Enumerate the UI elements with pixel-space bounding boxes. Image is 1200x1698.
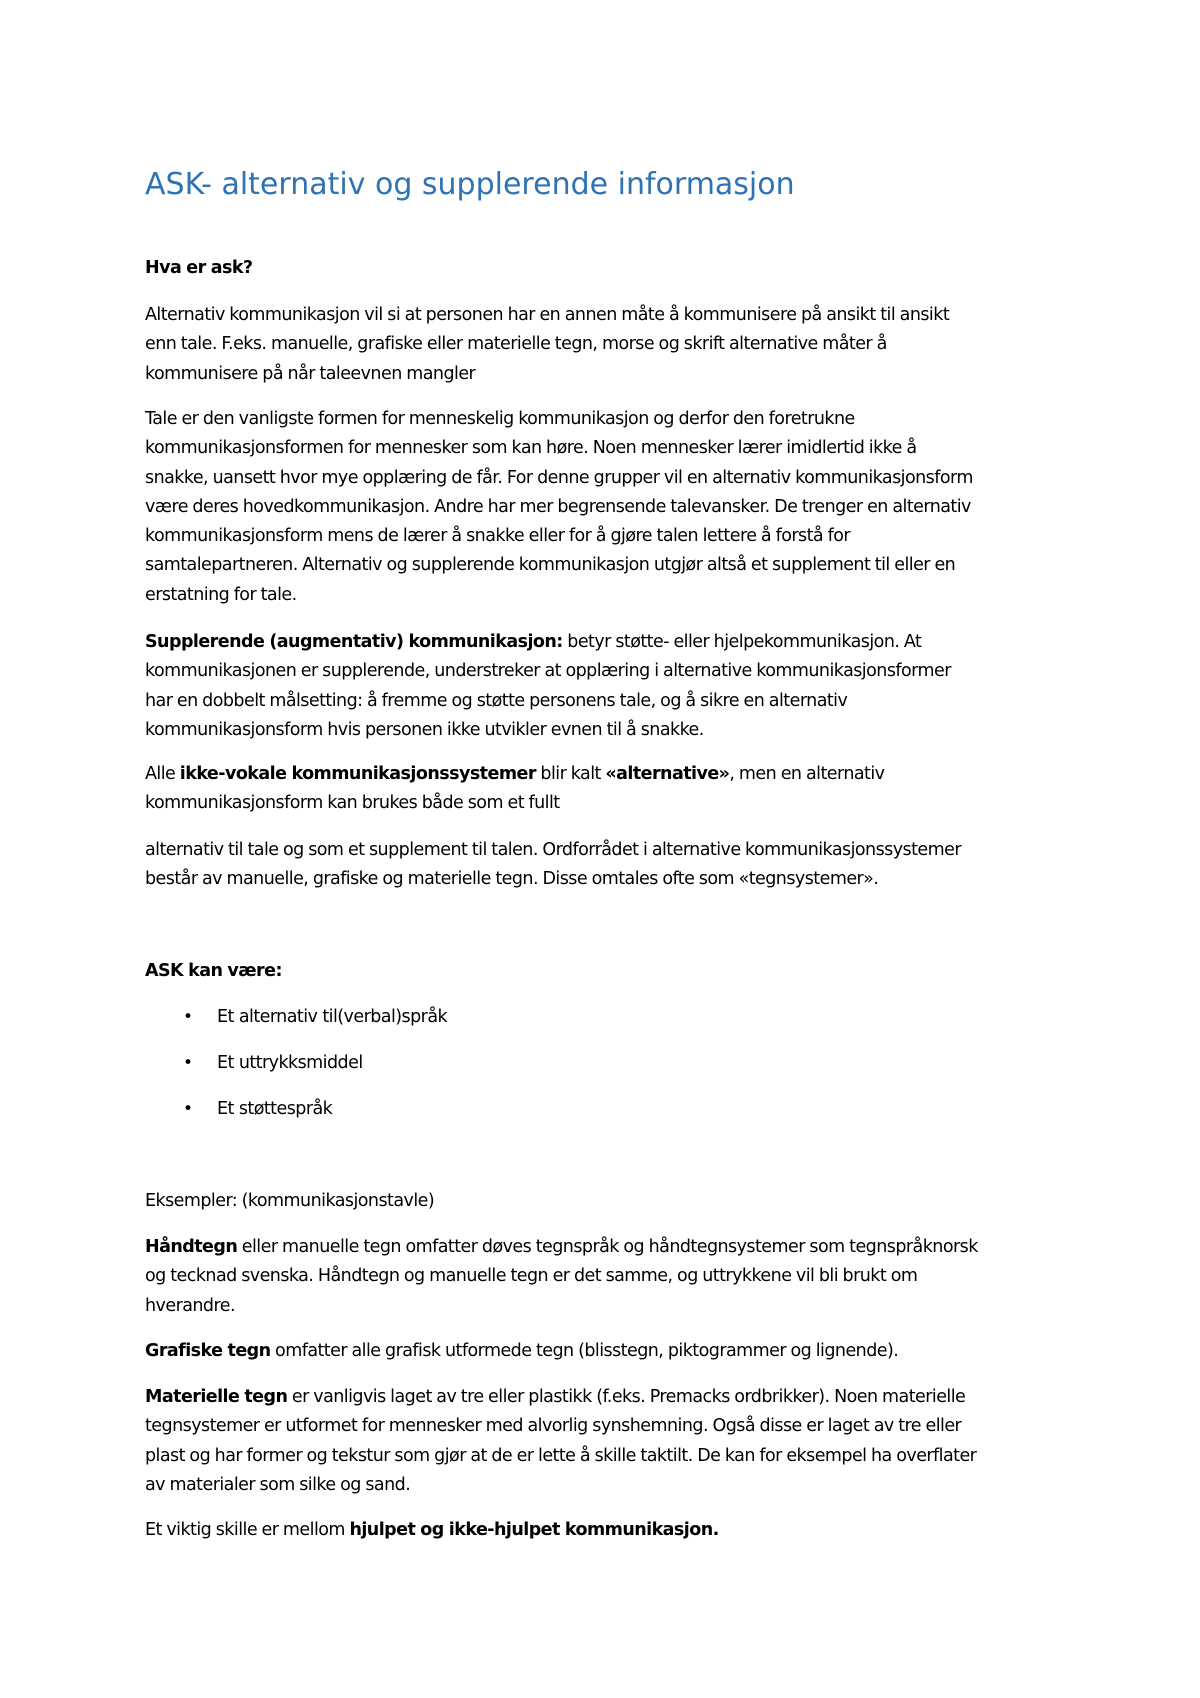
paragraph-line: kommunikasjonen er supplerende, understreker at opplæring i alternative kommunikasjonsformer [145,661,951,682]
paragraph-line: erstatning for tale. [145,584,297,605]
bold-term: ikke-vokale kommunikasjonssystemer [179,764,536,784]
paragraph-line: være deres hovedkommunikasjon. Andre har mer begrensende talevansker. De trenger en alternativ [145,496,971,517]
paragraph-line [145,1233,1065,1262]
document-title: ASK- alternativ og supplerende informasjon [145,167,795,202]
list-item [145,1049,1065,1095]
bold-term: hjulpet og ikke-hjulpet kommunikasjon. [349,1520,719,1540]
paragraph-line: plast og har former og tekstur som gjør at de er lette å skille taktilt. De kan for eksempel ha overflater [145,1445,977,1466]
paragraph-supplerende [145,628,1065,745]
paragraph-line: og tecknad svenska. Håndtegn og manuelle tegn er det samme, og uttrykkene vil bli brukt om [145,1266,918,1287]
paragraph-line: kommunisere på når taleevnen mangler [145,363,476,384]
paragraph-line [145,760,1065,789]
heading-text: Eksempler: (kommunikasjonstavle) [145,1191,435,1211]
list-item-text: Et uttrykksmiddel [217,1053,363,1073]
inline-text: Alle [145,764,180,784]
bullet-icon: • [183,1053,193,1073]
section-heading-eksempler [145,1187,1065,1216]
heading-text: Hva er ask? [145,258,253,278]
paragraph-line: kommunikasjonsformen for mennesker som kan høre. Noen mennesker lærer imidlertid ikke å [145,438,917,459]
bullet-icon: • [183,1099,193,1119]
paragraph-line: består av manuelle, grafiske og materielle tegn. Disse omtales ofte som «tegnsystemer». [145,869,879,890]
inline-text: , men en alternativ [729,764,885,784]
section-heading-hva-er-ask [145,254,1065,283]
paragraph-grafiske [145,1337,1065,1366]
bold-term: Supplerende (augmentativ) kommunikasjon: [145,632,563,652]
paragraph-line: har en dobbelt målsetting: å fremme og støtte personens tale, og å sikre en alternativ [145,690,848,711]
paragraph-line: snakke, uansett hvor mye opplæring de får. For denne grupper vil en alternativ kommunikasjonsform [145,467,973,488]
paragraph-line [145,1516,1065,1545]
paragraph-line: Alternativ kommunikasjon vil si at personen har en annen måte å kommunisere på ansikt til ansikt [145,305,950,325]
paragraph-line: samtalepartneren. Alternativ og supplerende kommunikasjon utgjør altså et supplement til eller en [145,555,956,576]
bold-term: Håndtegn [145,1237,238,1257]
paragraph-viktig-skille [145,1516,1065,1545]
paragraph-line [145,1337,1065,1366]
inline-text: blir kalt [535,764,606,784]
bold-term: Grafiske tegn [145,1341,271,1361]
bullet-icon: • [183,1007,193,1027]
inline-text: Et viktig skille er mellom [145,1520,350,1540]
paragraph-line: alternativ til tale og som et supplement til talen. Ordforrådet i alternative kommunikasjonssystemer [145,840,961,860]
paragraph-line: kommunikasjonsform mens de lærer å snakke eller for å gjøre talen lettere å forstå for [145,526,851,547]
paragraph-line: kommunikasjonsform kan brukes både som et fullt [145,793,560,814]
bullet-list [145,1003,1065,1141]
paragraph-line [145,1383,1065,1412]
list-item-text: Et støttespråk [217,1099,333,1119]
bold-term: «alternative» [605,764,730,784]
paragraph-line: tegnsystemer er utformet for mennesker med alvorlig synshemning. Også disse er laget av tre eller [145,1416,962,1437]
paragraph-line: hverandre. [145,1295,235,1316]
bold-term: Materielle tegn [145,1387,288,1407]
heading-text: ASK kan være: [145,961,282,981]
section-heading-ask-kan-vaere [145,957,1065,986]
list-item [145,1003,1065,1049]
paragraph-tale [145,405,1065,610]
list-item [145,1095,1065,1141]
list-item-text: Et alternativ til(verbal)språk [217,1007,448,1027]
paragraph-alternativ-kommunikasjon [145,301,1065,389]
inline-text: er vanligvis laget av tre eller plastikk (f.eks. Premacks ordbrikker). Noen materielle [287,1387,966,1407]
inline-text: betyr støtte- eller hjelpekommunikasjon. At [562,632,922,652]
paragraph-line: enn tale. F.eks. manuelle, grafiske eller materielle tegn, morse og skrift alternative måter å [145,334,887,355]
inline-text: eller manuelle tegn omfatter døves tegnspråk og håndtegnsystemer som tegnspråknorsk [237,1237,978,1257]
paragraph-line: Tale er den vanligste formen for menneskelig kommunikasjon og derfor den foretrukne [145,409,855,429]
inline-text: omfatter alle grafisk utformede tegn (blisstegn, piktogrammer og lignende). [270,1341,899,1361]
paragraph-line [145,628,1065,657]
paragraph-materielle [145,1383,1065,1500]
paragraph-handtegn [145,1233,1065,1321]
paragraph-alternativ-til-tale [145,836,1065,895]
paragraph-line: kommunikasjonsform hvis personen ikke utvikler evnen til å snakke. [145,719,704,740]
paragraph-alle [145,760,1065,819]
paragraph-line: av materialer som silke og sand. [145,1474,411,1495]
